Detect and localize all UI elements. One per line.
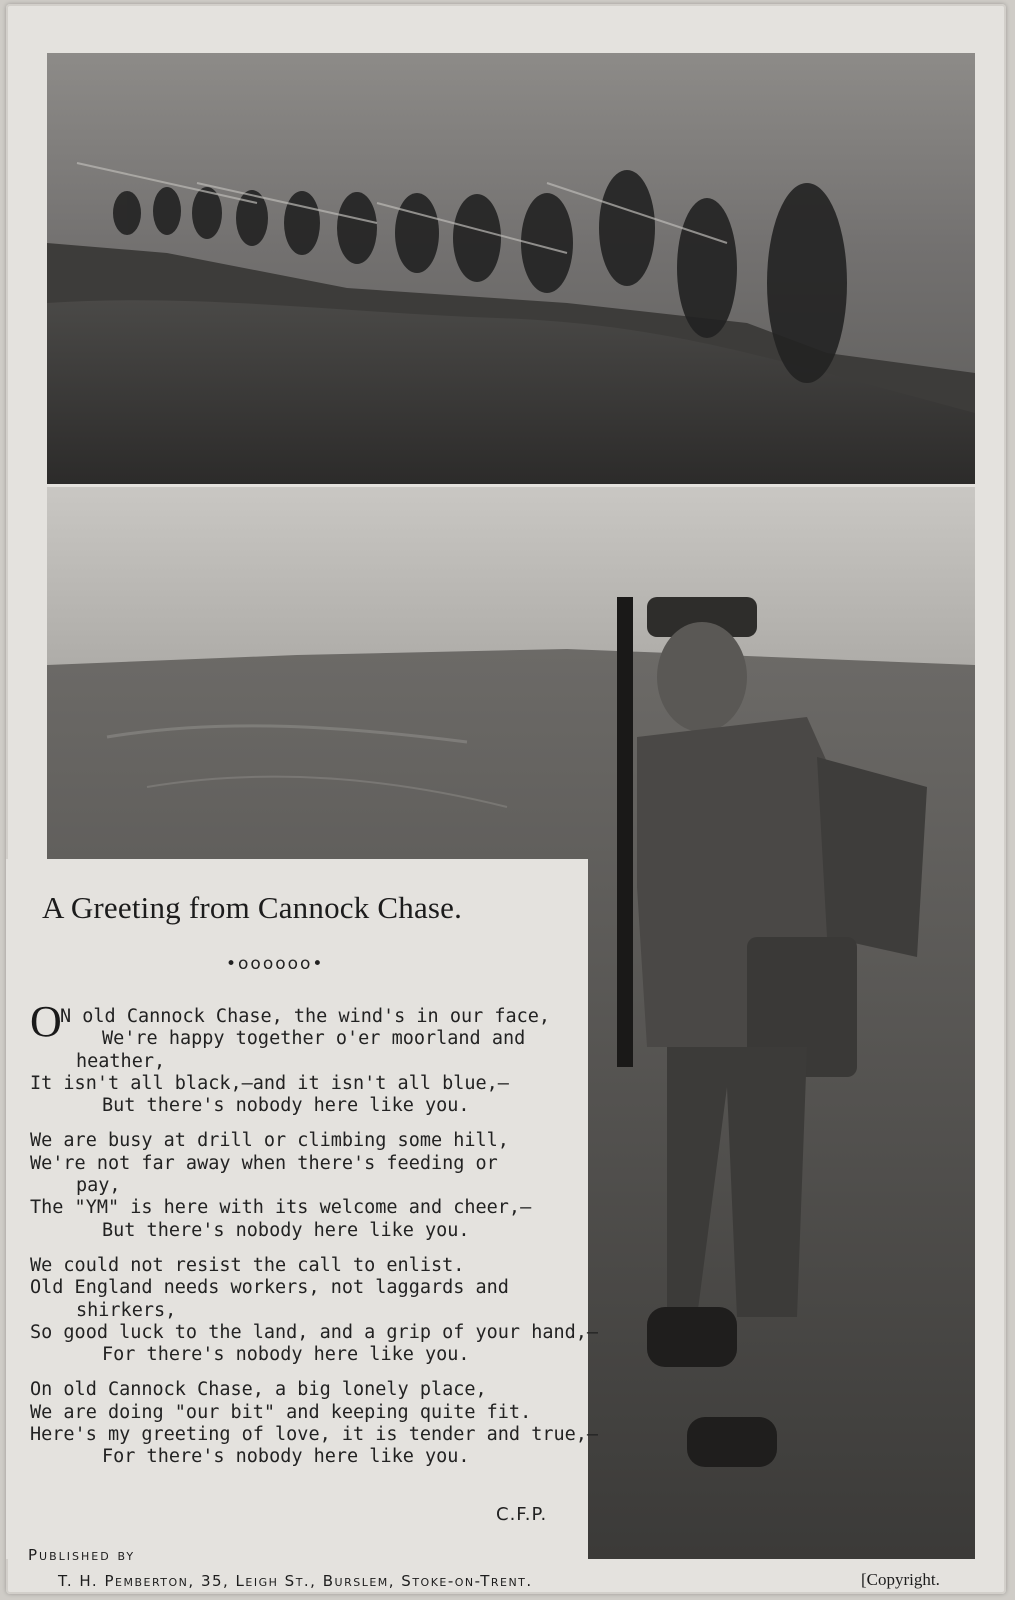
title-ornament: •oooooo•: [226, 954, 325, 974]
card-title: A Greeting from Cannock Chase.: [42, 890, 463, 925]
poem-line: We could not resist the call to enlist.: [30, 1254, 465, 1276]
poem-line: Here's my greeting of love, it is tender and true,—: [30, 1424, 599, 1446]
poem-line: The "YM" is here with its welcome and cheer,—: [30, 1197, 532, 1219]
poem-line: For there's nobody here like you.: [102, 1446, 470, 1468]
poem: [30, 997, 599, 1482]
poem-stanza: [30, 1130, 590, 1241]
poem-line: Old England needs workers, not laggards and: [30, 1277, 509, 1299]
poem-line-text: N old Cannock Chase, the wind's in our face,: [60, 1006, 551, 1027]
poem-line: shirkers,: [76, 1299, 177, 1321]
drop-cap: O: [30, 997, 62, 1046]
poem-line: But there's nobody here like you.: [102, 1219, 470, 1241]
signature: C.F.P.: [496, 1504, 548, 1525]
copyright-notice: [Copyright.: [861, 1570, 940, 1589]
poem-line: So good luck to the land, and a grip of your hand,—: [30, 1321, 599, 1343]
poem-line: We are doing "our bit" and keeping quite fit.: [30, 1401, 532, 1423]
poem-line: On old Cannock Chase, a big lonely place,: [30, 1379, 487, 1401]
photo-soldiers-in-trench: [47, 53, 975, 484]
publisher-address: T. H. Pemberton, 35, Leigh St., Burslem, Stoke-on-Trent.: [58, 1572, 533, 1590]
publisher-label: Published by: [28, 1546, 136, 1564]
poem-line: But there's nobody here like you.: [102, 1095, 470, 1117]
poem-line: heather,: [76, 1050, 166, 1072]
postcard: [6, 4, 1006, 1594]
poem-line: We're not far away when there's feeding or: [30, 1152, 498, 1174]
poem-stanza: [30, 997, 590, 1117]
poem-line: We're happy together o'er moorland and: [102, 1028, 526, 1050]
poem-line: We are busy at drill or climbing some hill,: [30, 1130, 509, 1152]
poem-stanza: [30, 1254, 599, 1366]
poem-stanza: [30, 1379, 599, 1468]
poem-line: For there's nobody here like you.: [102, 1344, 470, 1366]
poem-line: pay,: [76, 1175, 121, 1197]
poem-line: It isn't all black,—and it isn't all blue,—: [30, 1072, 509, 1094]
